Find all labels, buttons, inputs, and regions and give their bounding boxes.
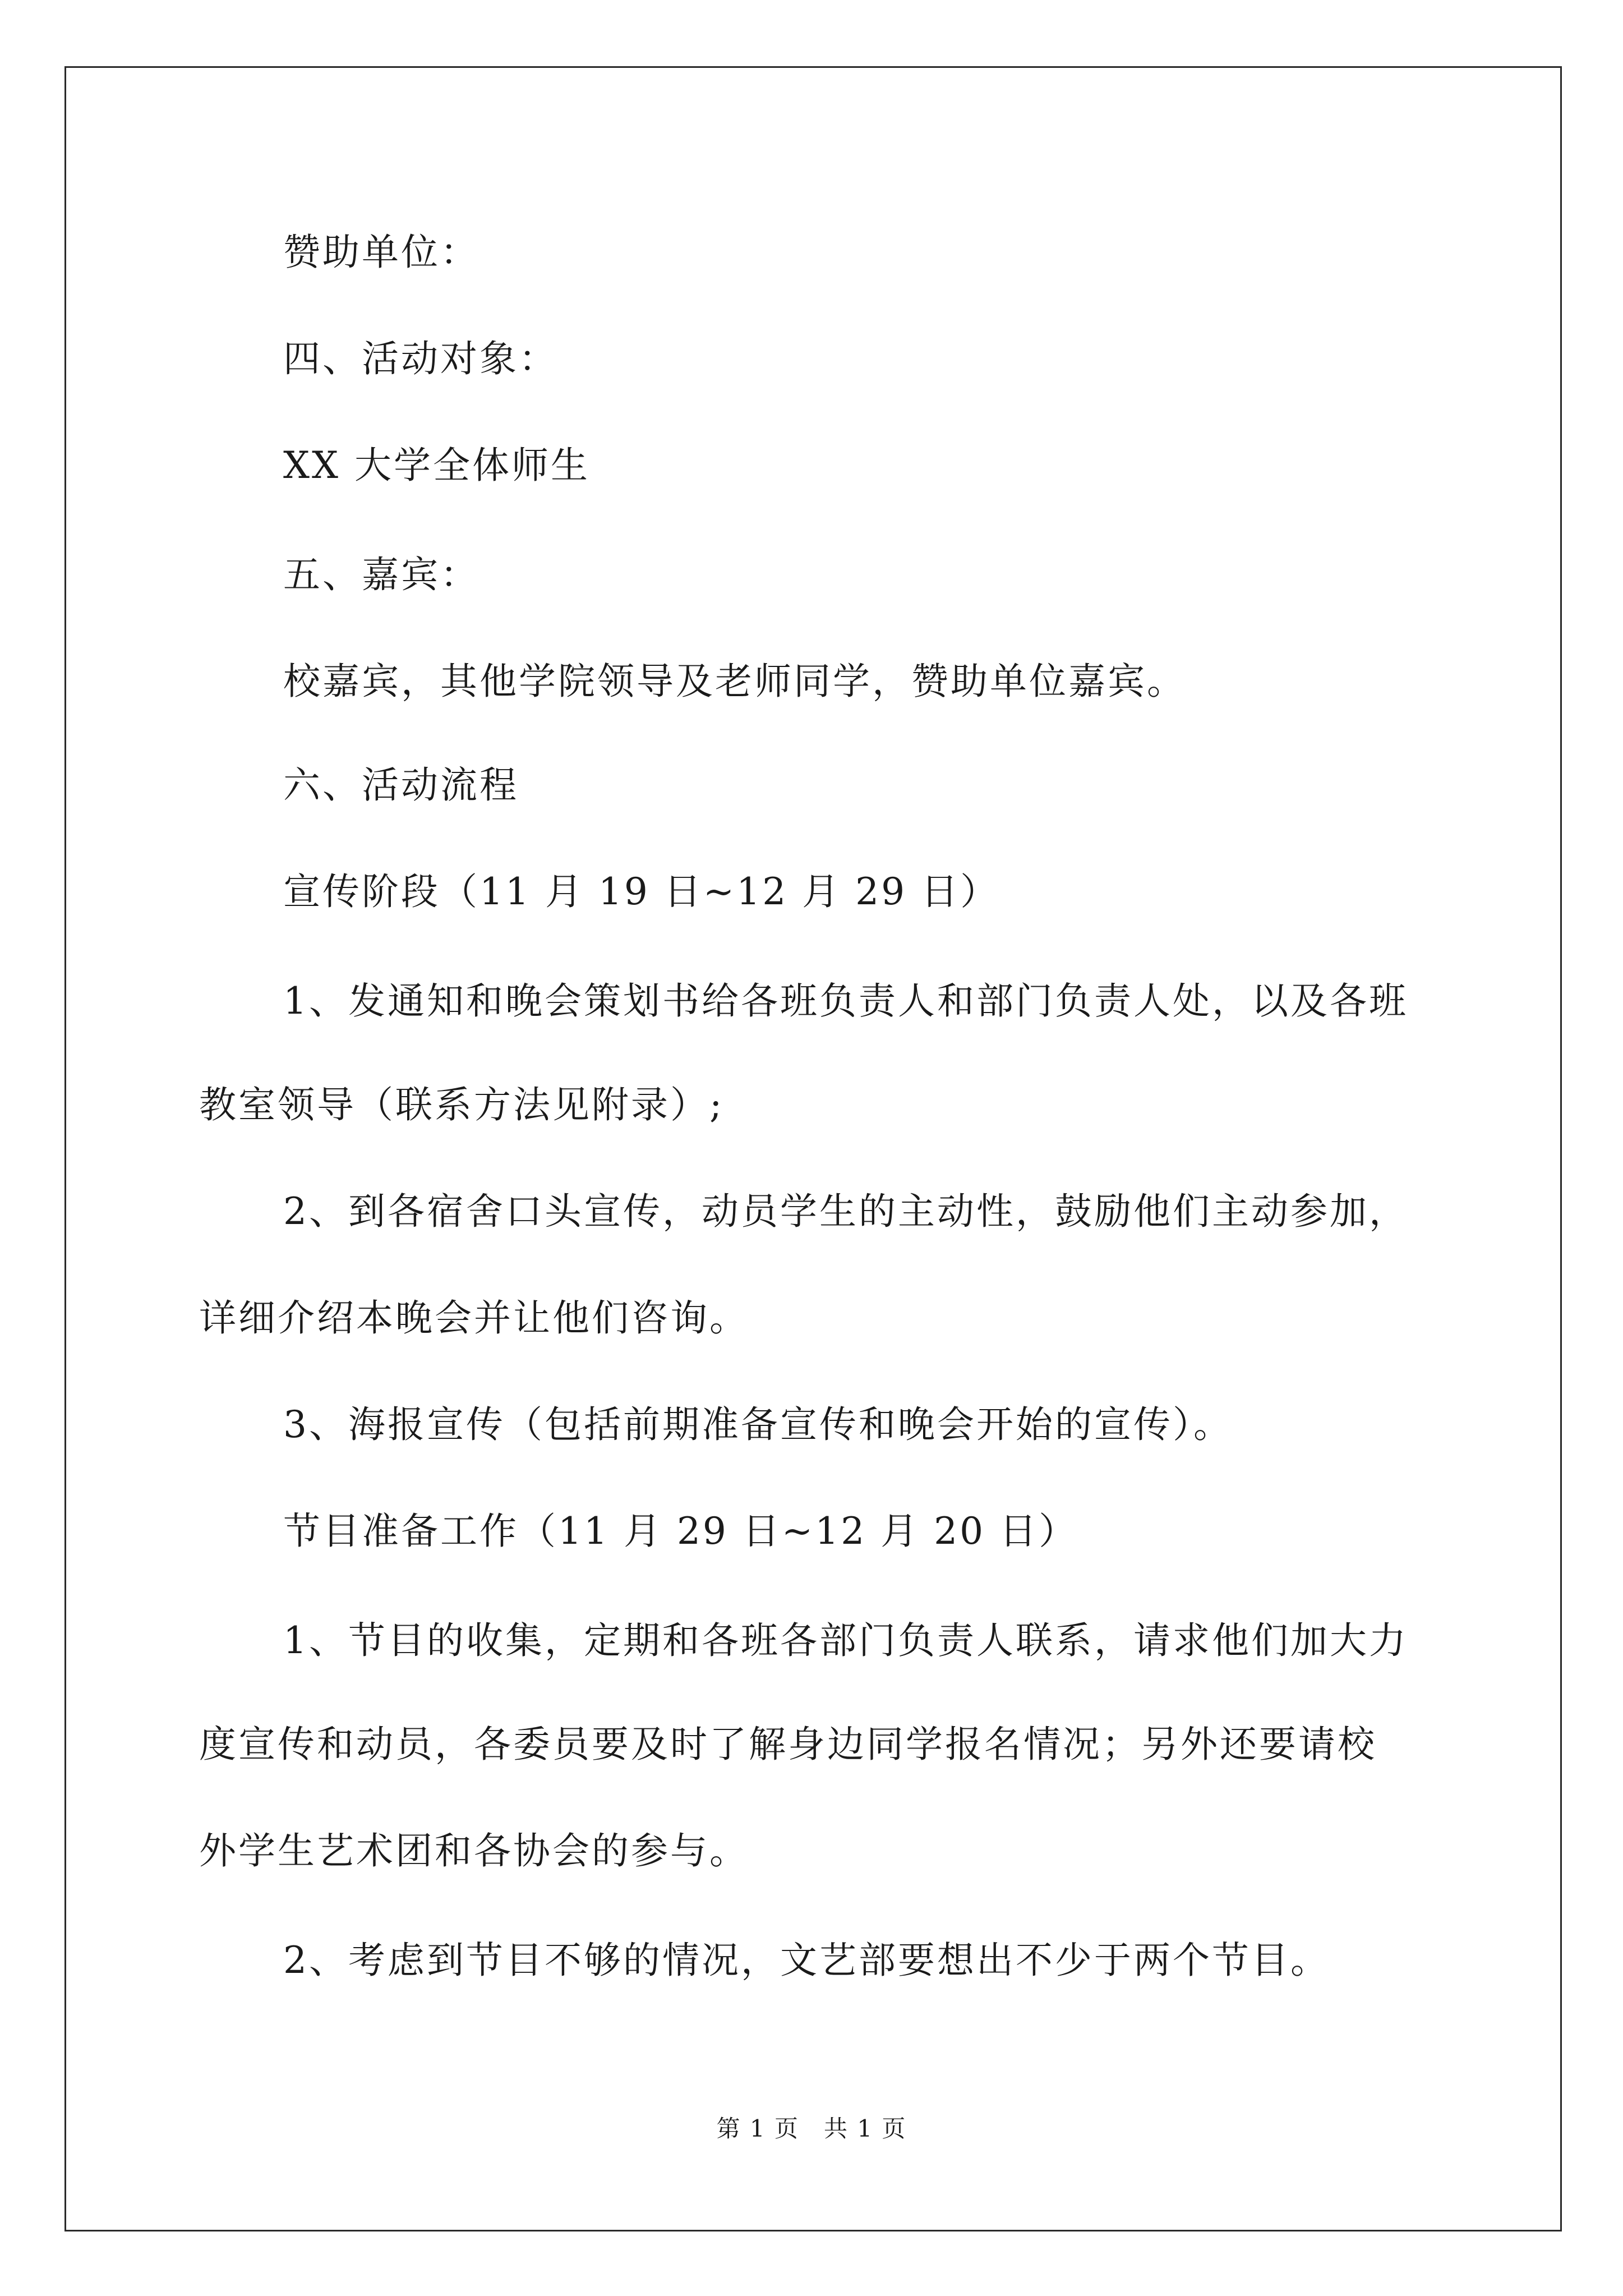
paragraph-promo-2-line-1: 2、到各宿舍口头宣传，动员学生的主动性，鼓励他们主动参加， bbox=[283, 1190, 1408, 1233]
paragraph-promo-2-line-2: 详细介绍本晚会并让他们咨询。 bbox=[199, 1296, 749, 1340]
page-border bbox=[64, 66, 1562, 2231]
paragraph-prep-1-line-1: 1、节目的收集，定期和各班各部门负责人联系，请求他们加大力 bbox=[283, 1619, 1408, 1662]
paragraph-prep-1-line-2: 度宣传和动员，各委员要及时了解身边同学报名情况；另外还要请校 bbox=[199, 1723, 1377, 1766]
paragraph-prep-2: 2、考虑到节目不够的情况，文艺部要想出不少于两个节目。 bbox=[283, 1939, 1330, 1982]
heading-audience: 四、活动对象： bbox=[283, 337, 558, 380]
heading-guests: 五、嘉宾： bbox=[283, 553, 479, 596]
subheading-promotion: 宣传阶段（11 月 19 日~12 月 29 日） bbox=[283, 870, 1000, 913]
paragraph-sponsor: 赞助单位： bbox=[283, 231, 479, 274]
paragraph-promo-1-line-2: 教室领导（联系方法见附录）; bbox=[199, 1083, 725, 1126]
paragraph-promo-1-line-1: 1、发通知和晚会策划书给各班负责人和部门负责人处，以及各班 bbox=[283, 979, 1408, 1023]
subheading-program-prep: 节目准备工作（11 月 29 日~12 月 20 日） bbox=[283, 1510, 1078, 1553]
heading-process: 六、活动流程 bbox=[283, 763, 519, 807]
page-number: 第 1 页 共 1 页 bbox=[716, 2115, 907, 2142]
paragraph-promo-3: 3、海报宣传（包括前期准备宣传和晚会开始的宣传）。 bbox=[283, 1403, 1233, 1446]
paragraph-prep-1-line-3: 外学生艺术团和各协会的参与。 bbox=[199, 1829, 749, 1872]
paragraph-audience: XX 大学全体师生 bbox=[283, 444, 590, 487]
paragraph-guests: 校嘉宾，其他学院领导及老师同学，赞助单位嘉宾。 bbox=[283, 660, 1186, 703]
